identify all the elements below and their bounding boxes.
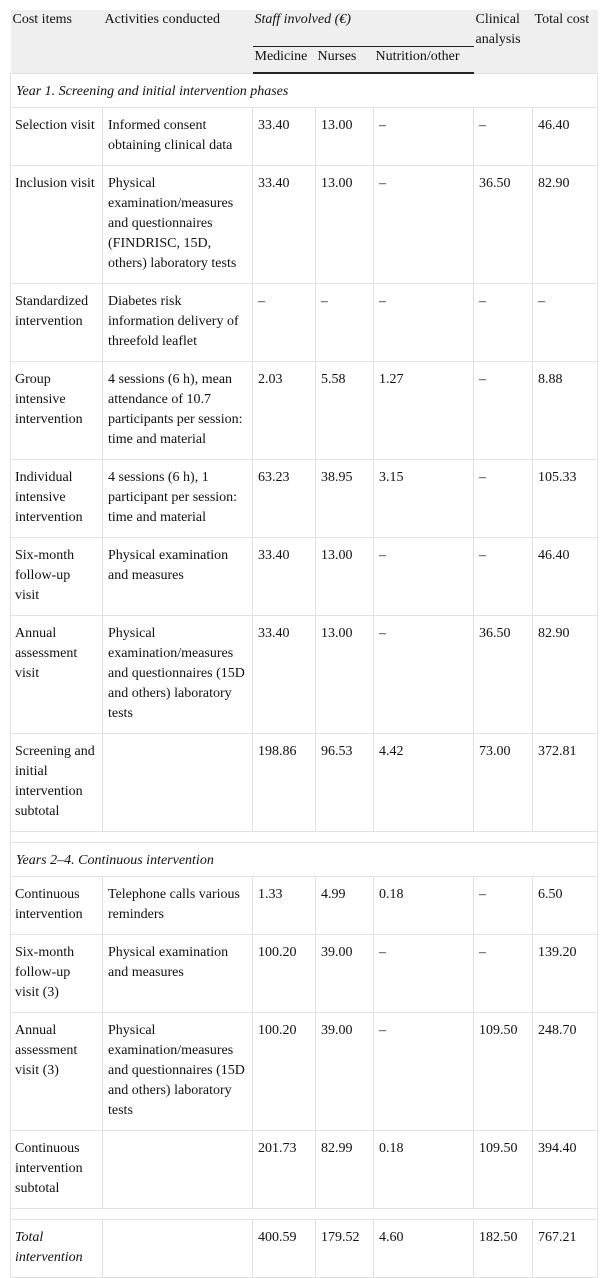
cell-medicine: 201.73: [253, 1131, 316, 1209]
cell-nurses: 39.00: [316, 1013, 374, 1131]
table-row: [11, 1131, 598, 1209]
cell-clinical-analysis: –: [474, 108, 533, 166]
cell-nutrition: 1.27: [374, 362, 474, 460]
spacer-row: [11, 832, 598, 843]
cell-nurses: 82.99: [316, 1131, 374, 1209]
cell-cost-item: Continuous intervention: [11, 877, 103, 935]
cell-total-cost: –: [533, 284, 598, 362]
table-row: [11, 616, 598, 734]
header-medicine: Medicine: [253, 47, 316, 74]
table-row: [11, 935, 598, 1013]
cell-nurses: 13.00: [316, 616, 374, 734]
table-row: [11, 538, 598, 616]
cell-cost-item: Annual assessment visit (3): [11, 1013, 103, 1131]
cell-total-cost: 82.90: [533, 166, 598, 284]
table-row: [11, 734, 598, 832]
cell-cost-item: Screening and initial intervention subtotal: [11, 734, 103, 832]
cell-total-cost: 46.40: [533, 108, 598, 166]
table-row: [11, 362, 598, 460]
cell-activity: Informed consent obtaining clinical data: [103, 108, 253, 166]
cell-cost-item: Selection visit: [11, 108, 103, 166]
section-header-row: [11, 73, 598, 108]
cell-total-cost: 139.20: [533, 935, 598, 1013]
cell-medicine: –: [253, 284, 316, 362]
cell-clinical-analysis: 182.50: [474, 1220, 533, 1278]
cell-medicine: 400.59: [253, 1220, 316, 1278]
cell-nutrition: –: [374, 935, 474, 1013]
table-header: [11, 10, 598, 73]
cell-nurses: 13.00: [316, 538, 374, 616]
cost-table: [10, 10, 598, 1278]
spacer-cell: [11, 832, 598, 843]
table-row: [11, 284, 598, 362]
cell-cost-item: Inclusion visit: [11, 166, 103, 284]
cell-medicine: 33.40: [253, 166, 316, 284]
cell-medicine: 33.40: [253, 538, 316, 616]
cell-nurses: 13.00: [316, 166, 374, 284]
cell-cost-item: Group intensive intervention: [11, 362, 103, 460]
cell-medicine: 33.40: [253, 616, 316, 734]
cell-clinical-analysis: –: [474, 538, 533, 616]
cell-nutrition: –: [374, 284, 474, 362]
cell-nurses: –: [316, 284, 374, 362]
cell-activity: 4 sessions (6 h), mean attendance of 10.7 participants per session: time and material: [103, 362, 253, 460]
spacer-row: [11, 1209, 598, 1220]
cell-cost-item: Annual assessment visit: [11, 616, 103, 734]
cell-clinical-analysis: –: [474, 877, 533, 935]
cell-activity: Physical examination and measures: [103, 538, 253, 616]
section-title: Years 2–4. Continuous intervention: [11, 843, 598, 877]
cell-clinical-analysis: –: [474, 362, 533, 460]
cell-total-cost: 6.50: [533, 877, 598, 935]
cell-cost-item: Total intervention: [11, 1220, 103, 1278]
cell-clinical-analysis: –: [474, 284, 533, 362]
header-clinical-analysis: Clinical analysis: [474, 10, 533, 73]
cell-nutrition: 4.60: [374, 1220, 474, 1278]
cell-nutrition: –: [374, 616, 474, 734]
cell-clinical-analysis: –: [474, 935, 533, 1013]
cell-nurses: 39.00: [316, 935, 374, 1013]
cell-activity: Physical examination/measures and questionnaires (15D and others) laboratory tests: [103, 616, 253, 734]
cell-cost-item: Individual intensive intervention: [11, 460, 103, 538]
table-body: [11, 73, 598, 1278]
cell-nutrition: –: [374, 166, 474, 284]
cell-total-cost: 46.40: [533, 538, 598, 616]
cell-nurses: 38.95: [316, 460, 374, 538]
cell-total-cost: 82.90: [533, 616, 598, 734]
cell-nutrition: 0.18: [374, 877, 474, 935]
header-nurses: Nurses: [316, 47, 374, 74]
section-title: Year 1. Screening and initial intervention phases: [11, 73, 598, 108]
cell-medicine: 33.40: [253, 108, 316, 166]
cell-activity: [103, 1220, 253, 1278]
table-row: [11, 108, 598, 166]
cell-clinical-analysis: –: [474, 460, 533, 538]
cell-activity: [103, 1131, 253, 1209]
cell-nutrition: 4.42: [374, 734, 474, 832]
cell-clinical-analysis: 36.50: [474, 616, 533, 734]
spacer-cell: [11, 1209, 598, 1220]
cell-medicine: 100.20: [253, 935, 316, 1013]
cell-clinical-analysis: 73.00: [474, 734, 533, 832]
cell-clinical-analysis: 36.50: [474, 166, 533, 284]
cell-activity: Physical examination and measures: [103, 935, 253, 1013]
header-cost-items: Cost items: [11, 10, 103, 73]
total-row: [11, 1220, 598, 1278]
cell-activity: Physical examination/measures and questionnaires (FINDRISC, 15D, others) laboratory tests: [103, 166, 253, 284]
cell-nutrition: 3.15: [374, 460, 474, 538]
cell-cost-item: Six-month follow-up visit (3): [11, 935, 103, 1013]
table-row: [11, 460, 598, 538]
header-staff-involved: Staff involved (€): [253, 10, 474, 47]
cell-cost-item: Six-month follow-up visit: [11, 538, 103, 616]
cell-activity: Diabetes risk information delivery of threefold leaflet: [103, 284, 253, 362]
cell-medicine: 198.86: [253, 734, 316, 832]
cell-activity: Physical examination/measures and questionnaires (15D and others) laboratory tests: [103, 1013, 253, 1131]
table-row: [11, 1013, 598, 1131]
cell-cost-item: Standardized intervention: [11, 284, 103, 362]
cell-nurses: 96.53: [316, 734, 374, 832]
cell-activity: [103, 734, 253, 832]
cell-total-cost: 394.40: [533, 1131, 598, 1209]
cell-nutrition: 0.18: [374, 1131, 474, 1209]
table-row: [11, 877, 598, 935]
cell-clinical-analysis: 109.50: [474, 1013, 533, 1131]
section-header-row: [11, 843, 598, 877]
header-total-cost: Total cost: [533, 10, 598, 73]
cell-total-cost: 767.21: [533, 1220, 598, 1278]
cell-total-cost: 105.33: [533, 460, 598, 538]
cell-nurses: 5.58: [316, 362, 374, 460]
cell-medicine: 1.33: [253, 877, 316, 935]
cell-total-cost: 8.88: [533, 362, 598, 460]
table-row: [11, 166, 598, 284]
cell-medicine: 100.20: [253, 1013, 316, 1131]
cell-medicine: 2.03: [253, 362, 316, 460]
cell-nurses: 179.52: [316, 1220, 374, 1278]
cell-nutrition: –: [374, 1013, 474, 1131]
cell-nutrition: –: [374, 108, 474, 166]
header-nutrition: Nutrition/other: [374, 47, 474, 74]
cell-medicine: 63.23: [253, 460, 316, 538]
cell-nurses: 13.00: [316, 108, 374, 166]
header-activities: Activities conducted: [103, 10, 253, 73]
cell-nurses: 4.99: [316, 877, 374, 935]
cost-table-container: [10, 10, 597, 1278]
cell-clinical-analysis: 109.50: [474, 1131, 533, 1209]
cell-total-cost: 248.70: [533, 1013, 598, 1131]
cell-cost-item: Continuous intervention subtotal: [11, 1131, 103, 1209]
cell-activity: Telephone calls various reminders: [103, 877, 253, 935]
cell-nutrition: –: [374, 538, 474, 616]
cell-activity: 4 sessions (6 h), 1 participant per session: time and material: [103, 460, 253, 538]
cell-total-cost: 372.81: [533, 734, 598, 832]
